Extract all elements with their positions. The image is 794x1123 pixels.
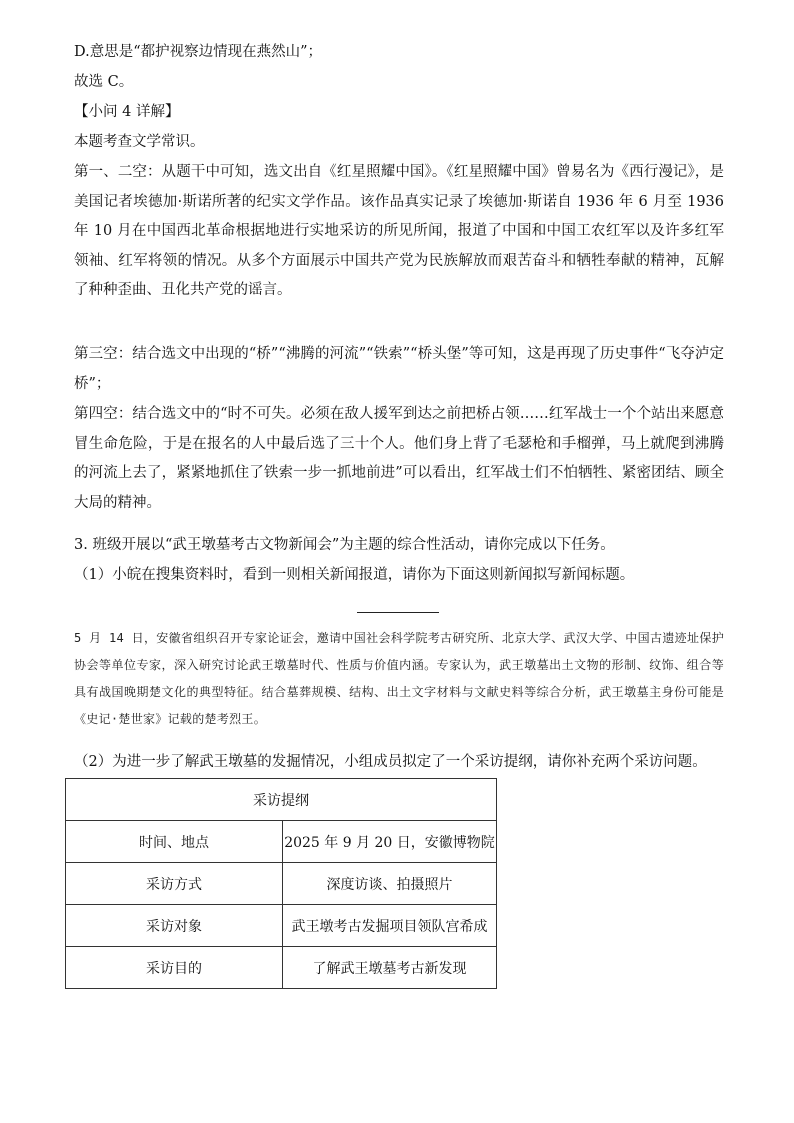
row-label: 时间、地点 bbox=[66, 821, 283, 863]
row-value: 深度访谈、拍摄照片 bbox=[283, 863, 497, 905]
answer-choice-line: 故选 C。 bbox=[74, 74, 134, 90]
news-report: 5 月 14 日，安徽省组织召开专家论证会，邀请中国社会科学院考古研究所、北京大学、武汉大学、中国古遗迹址保护协会等单位专家，深入研究讨论武王墩墓时代、性质与价值内涵。专家认为，武王墩墓出土文物的形制、纹饰、组合等具有战国晚期楚文化的典型特征。结合墓葬规模、结构、出土文字材料与文献史料等综合分析，武王墩墓主身份可能是《史记·楚世家》记载的楚考烈王。 bbox=[74, 631, 724, 726]
table-row bbox=[66, 947, 497, 989]
table-title: 采访提纲 bbox=[66, 779, 497, 821]
explanation-paragraph-1: 第一、二空：从题干中可知，选文出自《红星照耀中国》。《红星照耀中国》曾易名为《西行漫记》，是美国记者埃德加·斯诺所著的纪实文学作品。该作品真实记录了埃德加·斯诺自 1936 年 6 月至 1936 年 10 月在中国西北革命根据地进行实地采访的所见所闻，报道了中国和中国工农红军以及许多红军领袖、红军将领的情况。从多个方面展示中国共产党为民族解放而艰苦奋斗和牺牲奉献的精神，瓦解了种种歪曲、丑化共产党的谣言。 bbox=[74, 164, 724, 298]
topic-line: 本题考查文学常识。 bbox=[74, 134, 205, 150]
answer-line-d: D.意思是“都护视察边情现在燕然山”； bbox=[74, 44, 323, 60]
explanation-paragraph-2: 第三空：结合选文中出现的“桥”“沸腾的河流”“铁索”“桥头堡”等可知，这是再现了历史事件“飞夺泸定桥”； bbox=[74, 346, 724, 392]
row-label: 采访对象 bbox=[66, 905, 283, 947]
question-3-sub-2: （2）为进一步了解武王墩墓的发掘情况，小组成员拟定了一个采访提纲，请你补充两个采访问题。 bbox=[74, 754, 707, 770]
interview-outline-table bbox=[65, 778, 497, 989]
row-label: 采访目的 bbox=[66, 947, 283, 989]
table-title-row bbox=[66, 779, 497, 821]
table-row bbox=[66, 905, 497, 947]
table-row bbox=[66, 863, 497, 905]
headline-answer-blank bbox=[357, 612, 439, 613]
explanation-paragraph-3: 第四空：结合选文中的“时不可失。必须在敌人援军到达之前把桥占领……红军战士一个个站出来愿意冒生命危险，于是在报名的人中最后选了三十个人。他们身上背了毛瑟枪和手榴弹，马上就爬到沸腾的河流上去了，紧紧地抓住了铁索一步一抓地前进”可以看出，红军战士们不怕牺牲、紧密团结、顾全大局的精神。 bbox=[74, 406, 724, 511]
row-value: 2025 年 9 月 20 日，安徽博物院 bbox=[283, 821, 497, 863]
row-value: 武王墩考古发掘项目领队宫希成 bbox=[283, 905, 497, 947]
question-3-sub-1: （1）小皖在搜集资料时，看到一则相关新闻报道，请你为下面这则新闻拟写新闻标题。 bbox=[74, 567, 635, 583]
row-label: 采访方式 bbox=[66, 863, 283, 905]
row-value: 了解武王墩墓考古新发现 bbox=[283, 947, 497, 989]
section-heading: 【小问 4 详解】 bbox=[74, 104, 180, 120]
question-3-intro: 3. 班级开展以“武王墩墓考古文物新闻会”为主题的综合性活动，请你完成以下任务。 bbox=[74, 537, 615, 553]
table-row bbox=[66, 821, 497, 863]
